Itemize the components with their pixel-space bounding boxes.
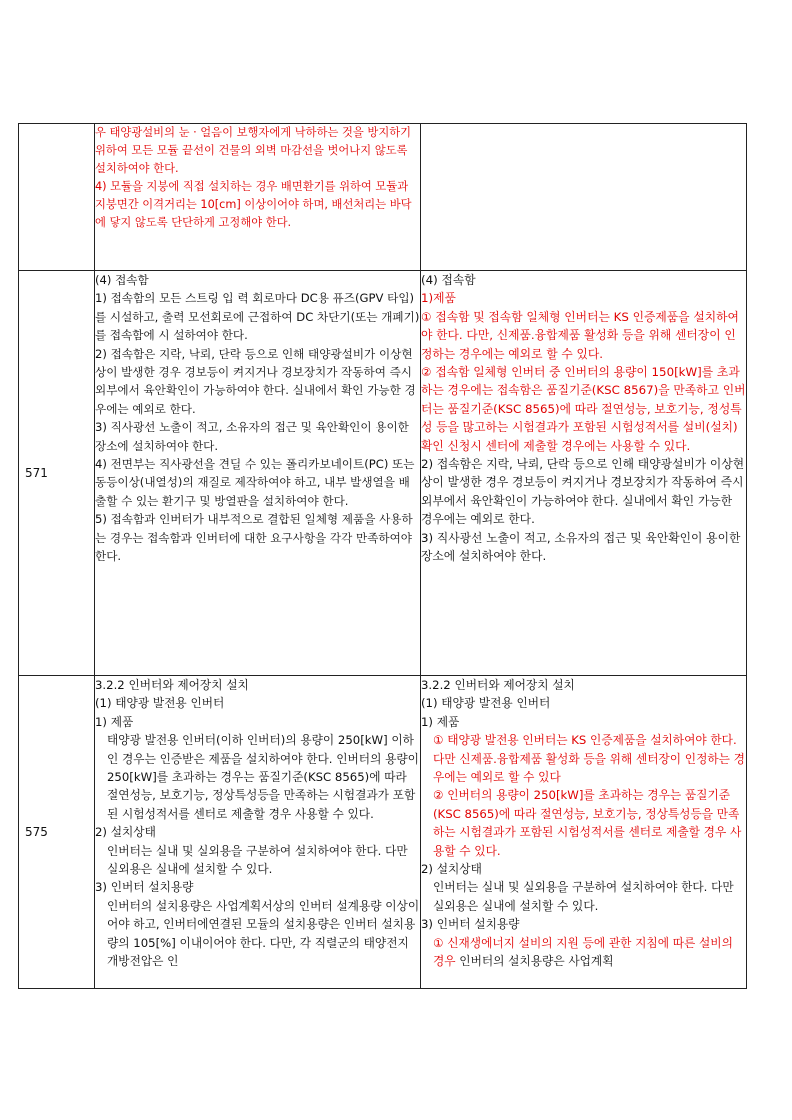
paragraph: ① 접속함 및 접속함 일체형 인버터는 KS 인증제품을 설치하여야 한다. 다만, 신제품.융합제품 활성화 등을 위해 센터장이 인정하는 경우에는 예외로 할 수 있다. [421, 309, 739, 361]
right-cell [421, 271, 747, 676]
paragraph: 2) 접속함은 지락, 낙뢰, 단락 등으로 인해 태양광설비가 이상현상이 발생한 경우 경보등이 켜지거나 경보장치가 작동하여 즉시 외부에서 육안확인이 가능하여야 한다. 실내에서 확인 가능한 경우에는 예외로 한다. [95, 346, 416, 416]
paragraph: 인버터의 설치용량은 사업계획서상의 인버터 설계용량 이상이어야 하고, 인버터에연결된 모듈의 설치용량은 인버터 설치용량의 105[%] 이내이어야 한다. 다만, 각 직렬군의 태양전지 개방전압은 인 [107, 898, 420, 969]
left-cell [95, 124, 421, 271]
table-row [19, 271, 747, 676]
right-cell [421, 676, 747, 989]
paragraph: (4) 접속함 [421, 273, 476, 287]
paragraph: 1) 제품 [421, 714, 460, 729]
paragraph: 3) 직사광선 노출이 적고, 소유자의 접근 및 육안확인이 용이한 장소에 설치하여야 한다. [95, 420, 409, 453]
paragraph: 인버터는 실내 및 실외용을 구분하여 설치하여야 한다. 다만 실외용은 실내에 설치할 수 있다. [107, 843, 408, 877]
row-number: 571 [19, 271, 95, 676]
right-cell [421, 124, 747, 271]
paragraph: 5) 접속함과 인버터가 내부적으로 결합된 일체형 제품을 사용하는 경우는 접속함과 인버터에 대한 요구사항을 각각 만족하여야 한다. [95, 512, 413, 564]
paragraph: 3) 직사광선 노출이 적고, 소유자의 접근 및 육안확인이 용이한 장소에 설치하여야 한다. [421, 530, 741, 564]
paragraph: 3.2.2 인버터와 제어장치 설치 [95, 678, 249, 692]
paragraph: 1) 접속함의 모든 스트링 입 력 회로마다 DC용 퓨즈(GPV 타입)를 시설하고, 출력 모선회로에 근접하여 DC 차단기(또는 개폐기)를 접속함에 시 설하여야 한다. [95, 291, 420, 343]
paragraph: 2) 접속함은 지락, 낙뢰, 단락 등으로 인해 태양광설비가 이상현상이 발생한 경우 경보등이 켜지거나 경보장치가 작동하여 즉시 외부에서 육안확인이 가능하여야 한다. 실내에서 확인 가능한 경우에는 예외로 한다. [421, 457, 745, 527]
text-span: ① 신재생에너지 설비의 지원 등에 관한 지침에 따른 설비의 경우 [433, 935, 733, 969]
paragraph: 3.2.2 인버터와 제어장치 설치 [421, 678, 575, 692]
paragraph: 2) 설치상태 [95, 825, 156, 840]
paragraph: 2) 설치상태 [421, 862, 482, 877]
paragraph: ② 인버터의 용량이 250[kW]를 초과하는 경우는 품질기준(KSC 8565)에 따라 절연성능, 보호기능, 정상특성등을 만족하는 시험결과가 포함된 시험성적서를 센터로 제출할 경우 사용할 수 있다. [433, 788, 742, 858]
table-row [19, 124, 747, 271]
paragraph: 우 태양광설비의 눈 · 얼음이 보행자에게 낙하하는 것을 방지하기 위하여 모든 모듈 끝선이 건물의 외벽 마감선을 벗어나지 않도록 설치하여야 한다. [95, 126, 412, 175]
paragraph: 3) 인버터 설치용량 [95, 880, 194, 895]
text-span: 인버터의 설치용량은 사업계획 [455, 954, 614, 969]
left-cell [95, 271, 421, 676]
paragraph: ① 태양광 발전용 인버터는 KS 인증제품을 설치하여야 한다. 다만 신제품.융합제품 활성화 등을 위해 센터장이 인정하는 경우에는 예외로 할 수 있다 [433, 733, 745, 785]
left-cell [95, 676, 421, 989]
comparison-table [18, 123, 747, 989]
paragraph: (4) 접속함 [95, 273, 149, 287]
paragraph: 3) 인버터 설치용량 [421, 917, 520, 932]
paragraph: ② 접속함 일체형 인버터 중 인버터의 용량이 150[kW]를 초과하는 경우에는 접속함은 품질기준(KSC 8567)을 만족하고 인버터는 품질기준(KSC 8565)에 따라 절연성능, 보호기능, 정성특성 등을 많고하는 시험결과가 포함된 시험성적서를 설비(설치)확인 신청시 센터에 제출할 경우에는 사용할 수 있다. [421, 365, 746, 453]
paragraph: 4) 전면부는 직사광선을 견딜 수 있는 폴리카보네이트(PC) 또는 동등이상(내열성)의 재질로 제작하여야 하고, 내부 발생열을 배출할 수 있는 환기구 및 방열판을 설치하여야 한다. [95, 457, 415, 508]
paragraph: (1) 태양광 발전용 인버터 [95, 696, 225, 711]
row-number [19, 124, 95, 271]
paragraph: (1) 태양광 발전용 인버터 [421, 696, 551, 711]
table-row [19, 676, 747, 989]
row-number: 575 [19, 676, 95, 989]
paragraph: 4) 모듈을 지붕에 직접 설치하는 경우 배면환기를 위하여 모듈과 지붕면간 이격거리는 10[cm] 이상이어야 하며, 배선처리는 바닥에 닿지 않도록 단단하게 고정해야 한다. [95, 180, 412, 229]
paragraph: 태양광 발전용 인버터(이하 인버터)의 용량이 250[kW] 이하인 경우는 인증받은 제품을 설치하여야 한다. 인버터의 용량이 250[kW]를 초과하는 경우는 품질기준(KSC 8565)에 따라 절연성능, 보호기능, 정상특성등을 만족하는 시험결과가 포함된 시험성적서를 센터로 제출할 경우 사용할 수 있다. [107, 733, 419, 821]
paragraph: 1)제품 [421, 291, 456, 306]
paragraph [421, 934, 746, 971]
paragraph: 인버터는 실내 및 실외용을 구분하여 설치하여야 한다. 다만 실외용은 실내에 설치할 수 있다. [433, 880, 734, 913]
paragraph: 1) 제품 [95, 714, 134, 729]
